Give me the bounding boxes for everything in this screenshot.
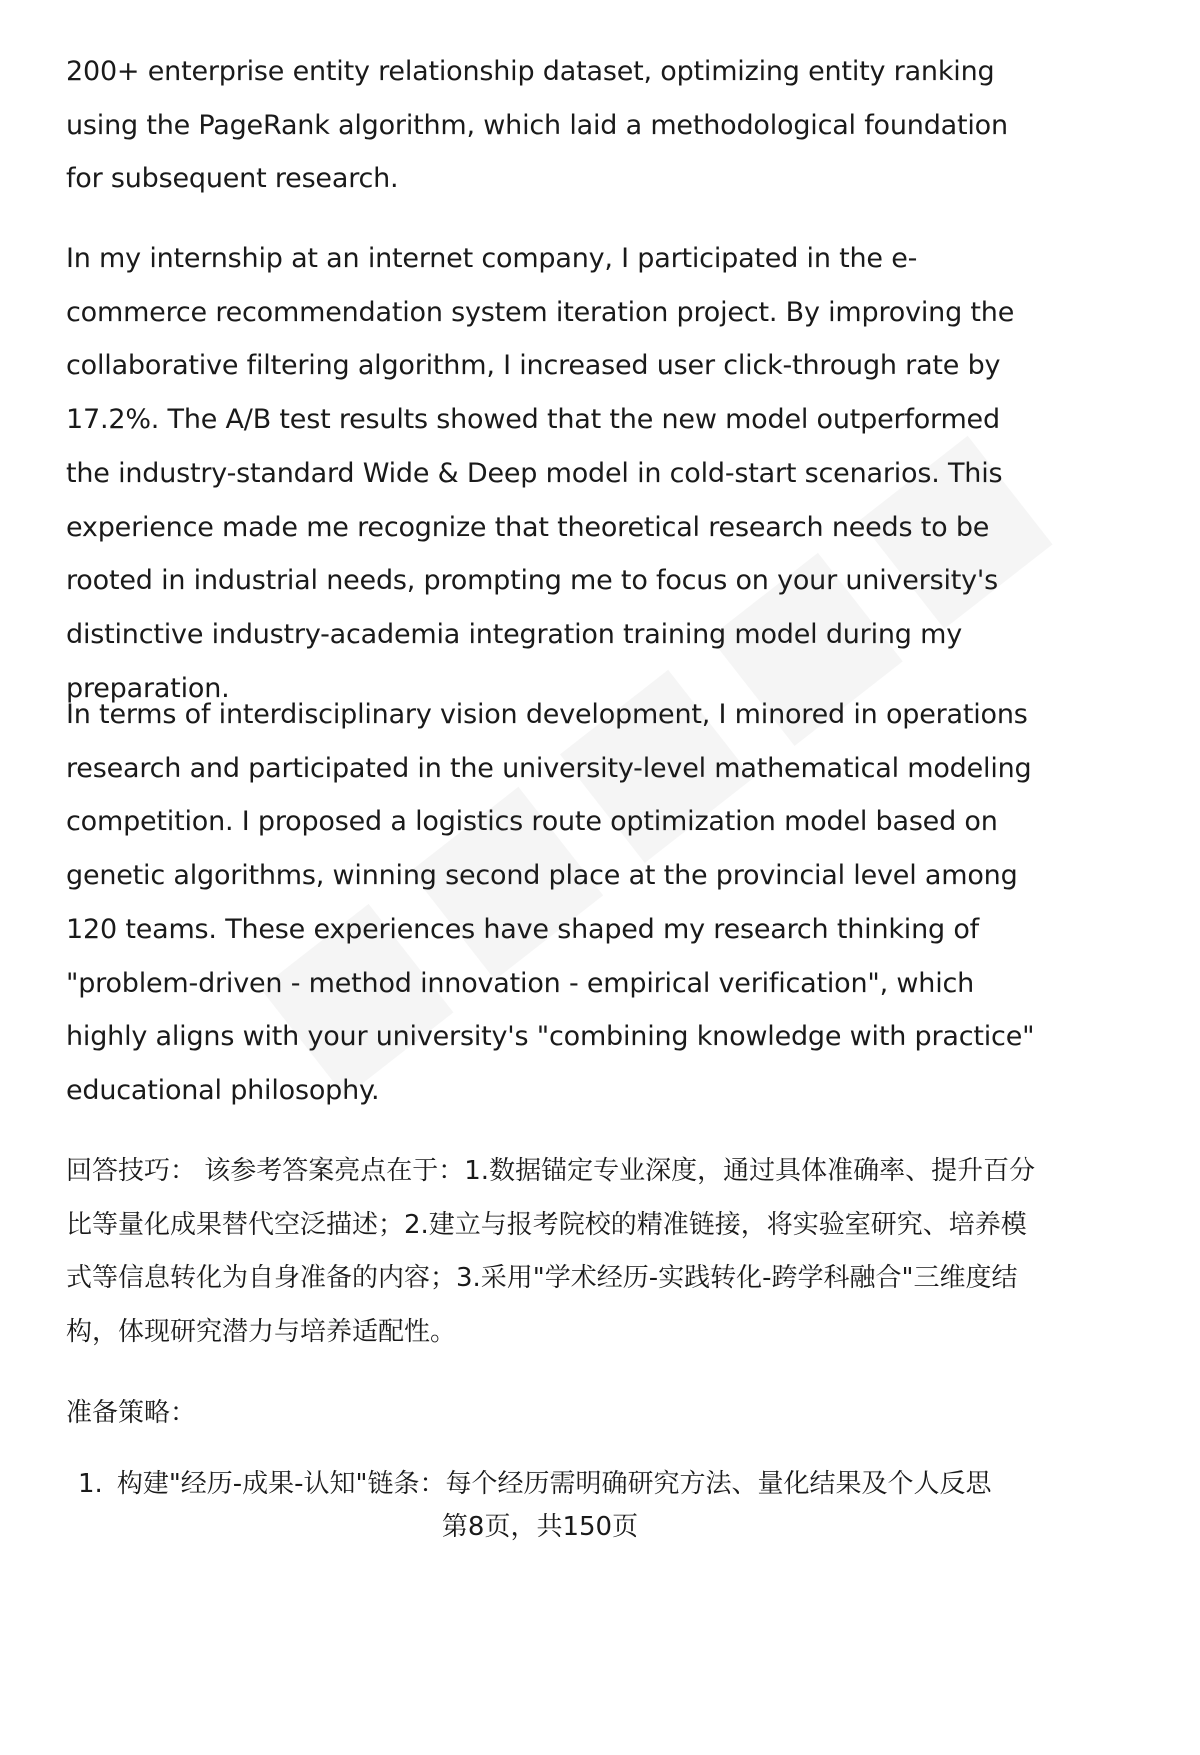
body-paragraph-1: 200+ enterprise entity relationship dataset, optimizing entity ranking using the PageRank algorithm, which laid a methodological foundation for subsequent research.	[66, 56, 1008, 195]
body-paragraph-2: In my internship at an internet company, I participated in the e-commerce recommendation system iteration project. By improving the collaborative filtering algorithm, I increased user click-through rate by 17.2%. The A/B test results showed that the new model outperformed the industry-standard Wide & Deep model in cold-start scenarios. This experience made me recognize that theoretical research needs to be rooted in industrial needs, prompting me to focus on your university's distinctive industry-academia integration training model during my preparation.	[66, 243, 1015, 704]
body-paragraph-3: In terms of interdisciplinary vision development, I minored in operations research and participated in the university-level mathematical modeling competition. I proposed a logistics route optimization model based on genetic algorithms, winning second place at the provincial level among 120 teams. These experiences have shaped my research thinking of "problem-driven - method innovation - empirical verification", which highly aligns with your university's "combining knowledge with practice" educational philosophy.	[66, 699, 1035, 1106]
list-item-text: 构建"经历-成果-认知"链条：每个经历需明确研究方法、量化结果及个人反思	[116, 1469, 992, 1499]
page-number-footer: 第8页，共150页	[441, 1512, 639, 1542]
strategy-list-item	[78, 1466, 1038, 1502]
strategy-heading: 准备策略：	[66, 1398, 197, 1428]
answer-tips-paragraph: 回答技巧： 该参考答案亮点在于：1.数据锚定专业深度，通过具体准确率、提升百分比等量化成果替代空泛描述；2.建立与报考院校的精准链接，将实验室研究、培养模式等信息转化为自身准备的内容；3.采用"学术经历-实践转化-跨学科融合"三维度结构，体现研究潜力与培养适配性。	[66, 1156, 1036, 1348]
list-item-number: 1.	[78, 1469, 103, 1499]
